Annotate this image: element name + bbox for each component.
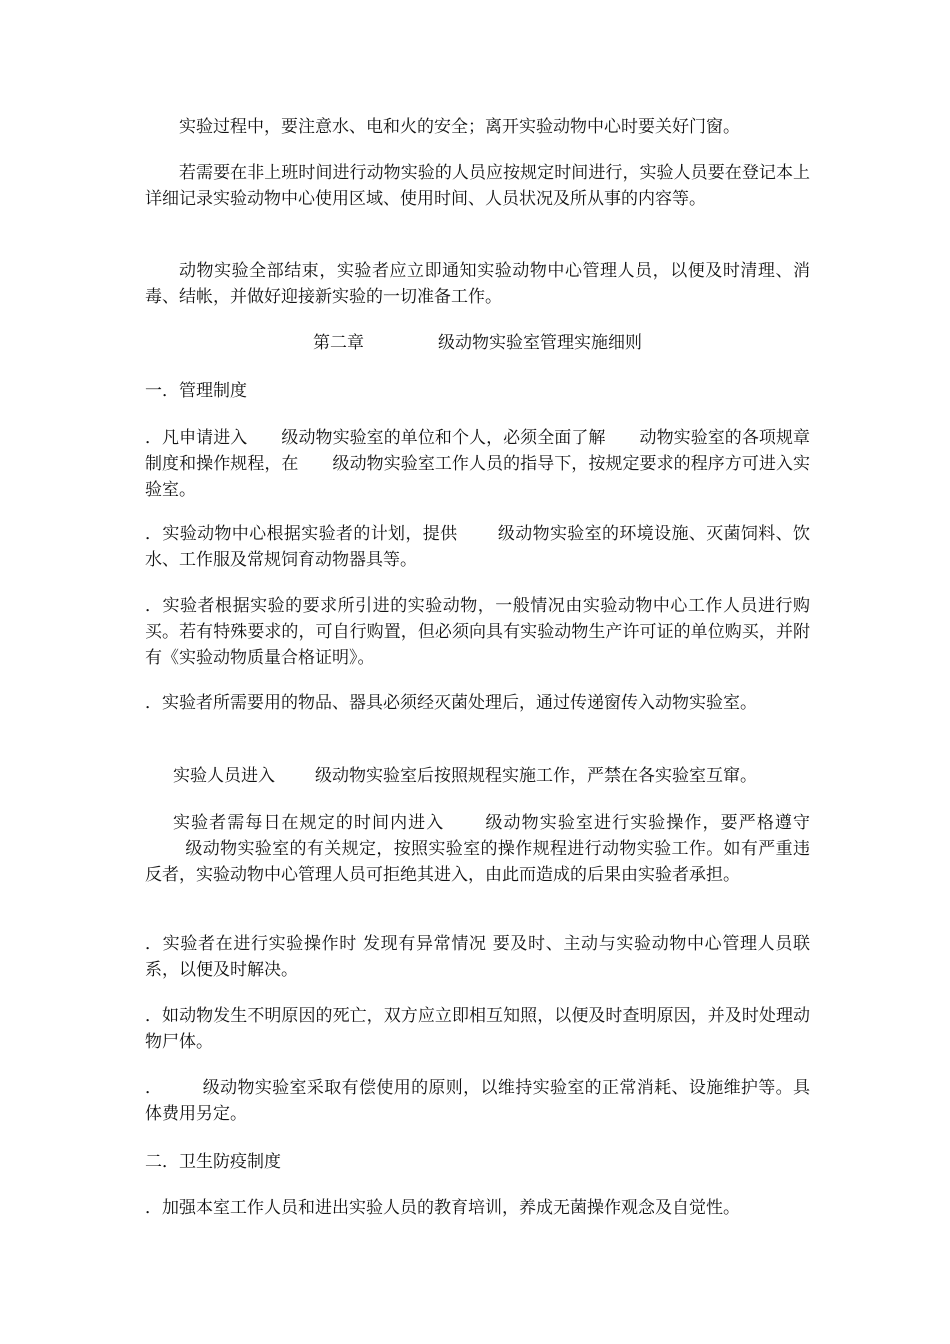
paragraph-text: 动物实验全部结束，实验者应立即通知实验动物中心管理人员，以便及时清理、消毒、结帐，并做好迎接新实验的一切准备工作。 (145, 261, 810, 307)
chapter-title (145, 330, 810, 356)
item-text: 级动物实验室的环境设施、灭菌饲料、饮水、工作服及常规饲育动物器具等。 (145, 524, 810, 570)
list-item (145, 690, 810, 716)
chapter-name: 级动物实验室管理实施细则 (438, 333, 642, 353)
paragraph-after-hours (145, 160, 810, 212)
list-item (145, 593, 810, 671)
paragraph-text: 若需要在非上班时间进行动物实验的人员应按规定时间进行，实验人员要在登记本上详细记录实验动物中心使用区域、使用时间、人员状况及所从事的内容等。 (145, 163, 810, 209)
item-text: 实验人员进入 (173, 766, 275, 786)
list-item (145, 425, 810, 503)
item-text: ．凡申请进入 (145, 428, 248, 448)
list-item (145, 931, 810, 983)
paragraph-experiment-end (145, 258, 810, 310)
item-text: ． (145, 1078, 163, 1098)
list-item (145, 1195, 810, 1221)
section-heading-hygiene (145, 1149, 810, 1175)
item-text: ．实验动物中心根据实验者的计划，提供 (145, 524, 458, 544)
list-item (145, 810, 810, 888)
section-heading-management (145, 378, 810, 404)
item-text: 实验者需每日在规定的时间内进入 (173, 813, 445, 833)
item-text: ．实验者在进行实验操作时 发现有异常情况 要及时、主动与实验动物中心管理人员联系，以便及时解决。 (145, 934, 810, 980)
item-text: 级动物实验室的有关规定，按照实验室的操作规程进行动物实验工作。如有严重违反者，实验动物中心管理人员可拒绝其进入，由此而造成的后果由实验者承担。 (145, 839, 810, 885)
section-title: 一．管理制度 (145, 381, 247, 401)
item-text: ．实验者根据实验的要求所引进的实验动物，一般情况由实验动物中心工作人员进行购买。若有特殊要求的，可自行购置，但必须向具有实验动物生产许可证的单位购买，并附有《实验动物质量合格证明》。 (145, 596, 810, 668)
list-item (145, 521, 810, 573)
item-text: ．如动物发生不明原因的死亡，双方应立即相互知照，以便及时查明原因，并及时处理动物尸体。 (145, 1006, 810, 1052)
item-text: 动物实验室的各项规章制度和操作规程，在 (145, 428, 811, 474)
item-text: 级动物实验室进行实验操作，要严格遵守 (484, 813, 811, 833)
item-text: 级动物实验室后按照规程实施工作，严禁在各实验室互窜。 (315, 766, 757, 786)
paragraph-text: 实验过程中，要注意水、电和火的安全；离开实验动物中心时要关好门窗。 (179, 117, 740, 137)
chapter-number: 第二章 (313, 333, 364, 353)
item-text: 级动物实验室工作人员的指导下，按规定要求的程序方可进入实验室。 (145, 454, 811, 500)
list-item (145, 763, 810, 789)
paragraph-safety (145, 114, 810, 140)
item-text: ．加强本室工作人员和进出实验人员的教育培训，养成无菌操作观念及自觉性。 (145, 1198, 740, 1218)
section-title: 二．卫生防疫制度 (145, 1152, 281, 1172)
item-text: 级动物实验室的单位和个人，必须全面了解 (281, 428, 606, 448)
list-item (145, 1075, 810, 1127)
item-text: 级动物实验室采取有偿使用的原则，以维持实验室的正常消耗、设施维护等。具体费用另定。 (145, 1078, 811, 1124)
item-text: ．实验者所需要用的物品、器具必须经灭菌处理后，通过传递窗传入动物实验室。 (145, 693, 757, 713)
list-item (145, 1003, 810, 1055)
